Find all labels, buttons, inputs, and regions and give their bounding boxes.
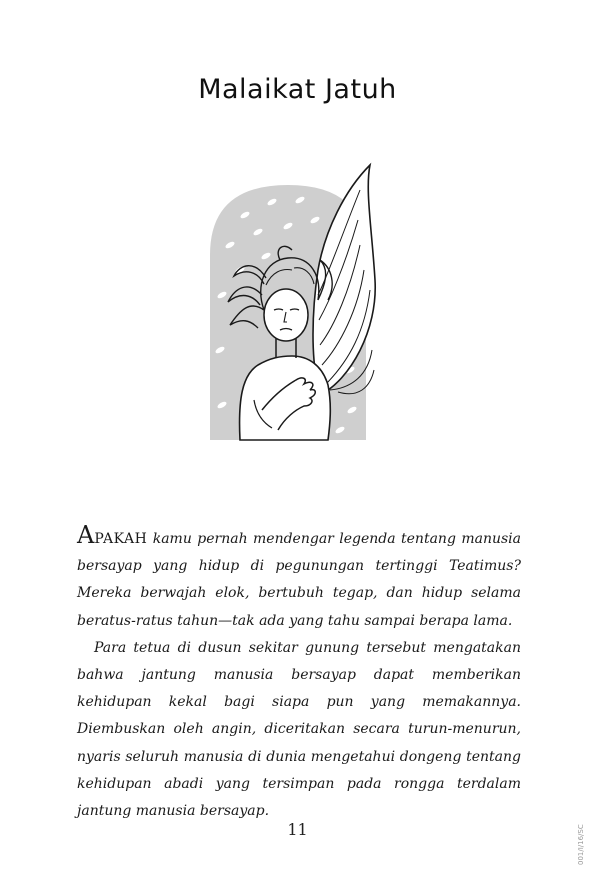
print-code: 001/I/16/SC — [577, 824, 585, 865]
paragraph-1 — [77, 523, 521, 635]
winged-angel-illustration — [200, 160, 380, 445]
page-number: 11 — [287, 820, 308, 839]
small-caps-lead: PAKAH — [94, 531, 148, 547]
angel-face — [264, 289, 308, 341]
drop-cap: A — [77, 521, 95, 549]
paragraph-2: Para tetua di dusun sekitar gunung tersebut mengatakan bahwa jantung manusia bersayap dapat memberikan kehidupan kekal bagi siapa pun yang memakannya. Diembuskan oleh angin, diceritakan secara turun-menurun, nyaris seluruh manusia di dunia mengetahui dongeng tentang kehidupan abadi yang tersimpan pada rongga terdalam jantung manusia bersayap. — [77, 639, 521, 820]
story-text — [77, 523, 521, 825]
paragraph-1-text: kamu pernah mendengar legenda tentang manusia bersayap yang hidup di pegunungan tertinggi Teatimus? Mereka berwajah elok, bertubuh tegap, dan hidup selama beratus-ratus tahun—tak ada yang tahu sampai berapa lama. — [77, 531, 521, 629]
page-title: Malaikat Jatuh — [198, 74, 397, 105]
